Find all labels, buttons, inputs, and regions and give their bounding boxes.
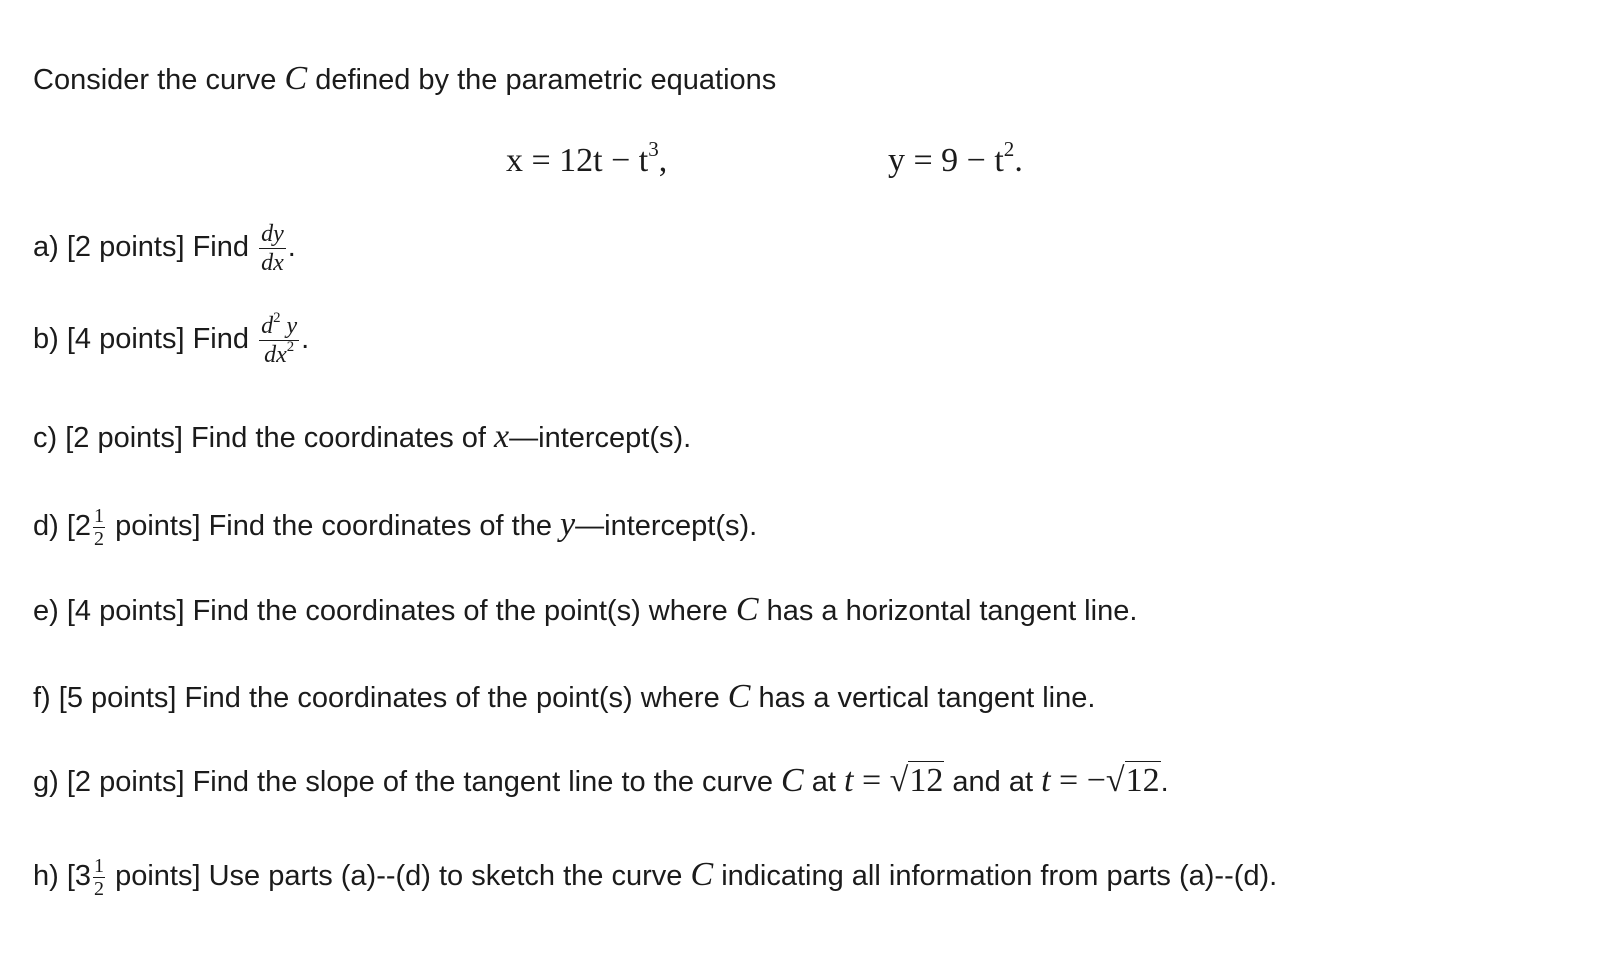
intro-text: Consider the curve — [33, 64, 285, 96]
y-variable: y — [560, 506, 576, 544]
part-f — [33, 680, 1095, 714]
fraction-denominator: 2 — [94, 528, 105, 550]
t-variable: t — [844, 762, 854, 799]
x-equation-text: x = 12t − t — [506, 142, 649, 179]
part-e-text: e) [4 points] Find the coordinates of the point(s) where — [33, 595, 736, 627]
half-fraction — [93, 506, 105, 549]
part-b-text: b) [4 points] Find — [33, 323, 258, 356]
part-a-text: a) [2 points] Find — [33, 231, 258, 264]
y-equation-text: y = 9 − t — [888, 142, 1004, 179]
second-derivative-fraction — [259, 309, 299, 368]
fraction-numerator: dy — [261, 221, 284, 247]
part-c-suffix: —intercept(s). — [509, 422, 692, 454]
fraction-numerator: 1 — [94, 505, 105, 527]
intro-text-end: defined by the parametric equations — [307, 64, 777, 96]
part-g-at: at — [803, 766, 845, 798]
sqrt-12: √12 — [889, 762, 944, 799]
part-b-period: . — [301, 323, 310, 356]
part-f-suffix: has a vertical tangent line. — [750, 682, 1096, 714]
num-d: d — [261, 313, 274, 339]
curve-symbol: C — [735, 591, 759, 628]
radicand: 12 — [909, 762, 944, 799]
x-exponent: 3 — [648, 136, 659, 161]
part-b — [33, 309, 310, 368]
sqrt-12: √12 — [1105, 762, 1160, 799]
x-equation — [506, 136, 668, 179]
t-variable: t — [1041, 762, 1051, 799]
curve-symbol: C — [284, 60, 308, 97]
num-y: y — [280, 313, 298, 339]
part-g-period: . — [1160, 766, 1169, 798]
half-fraction — [93, 856, 105, 899]
den-exponent: 2 — [286, 338, 295, 355]
part-c-text: c) [2 points] Find the coordinates of — [33, 422, 495, 454]
part-e — [33, 593, 1137, 627]
x-equation-comma: , — [658, 142, 668, 179]
part-h-text: h) [3 — [33, 860, 92, 893]
part-d — [33, 506, 757, 549]
curve-symbol: C — [727, 678, 751, 715]
fraction-numerator — [259, 309, 299, 340]
curve-symbol: C — [781, 762, 804, 799]
fraction-denominator — [259, 340, 299, 367]
part-e-suffix: has a horizontal tangent line. — [758, 595, 1138, 627]
fraction-denominator: dx — [261, 250, 284, 276]
intro-line — [33, 62, 776, 96]
part-f-text: f) [5 points] Find the coordinates of the point(s) where — [33, 682, 728, 714]
curve-symbol: C — [690, 856, 714, 894]
part-h — [33, 856, 1277, 899]
fraction-numerator: 1 — [94, 855, 105, 877]
part-d-suffix: —intercept(s). — [575, 510, 758, 543]
part-g-and: and at — [944, 766, 1042, 798]
radicand: 12 — [1125, 762, 1160, 799]
part-a — [33, 222, 296, 275]
y-equation — [888, 136, 1023, 179]
part-d-mid: points] Find the coordinates of the — [107, 510, 561, 543]
part-a-period: . — [287, 231, 296, 264]
part-c — [33, 420, 691, 454]
equals-minus-sign: = − — [1050, 762, 1106, 799]
part-g — [33, 764, 1169, 798]
y-equation-period: . — [1014, 142, 1023, 179]
x-variable: x — [494, 418, 510, 455]
y-exponent: 2 — [1003, 136, 1015, 161]
part-h-suffix: indicating all information from parts (a)--(d). — [713, 860, 1278, 893]
fraction-denominator: 2 — [94, 878, 105, 900]
dy-dx-fraction — [259, 222, 286, 275]
part-g-text: g) [2 points] Find the slope of the tangent line to the curve — [33, 766, 782, 798]
part-h-mid: points] Use parts (a)--(d) to sketch the curve — [107, 860, 691, 893]
equals-sign: = — [853, 762, 890, 799]
part-d-text: d) [2 — [33, 510, 92, 543]
num-exponent: 2 — [273, 309, 281, 326]
den-dx: dx — [264, 342, 287, 368]
